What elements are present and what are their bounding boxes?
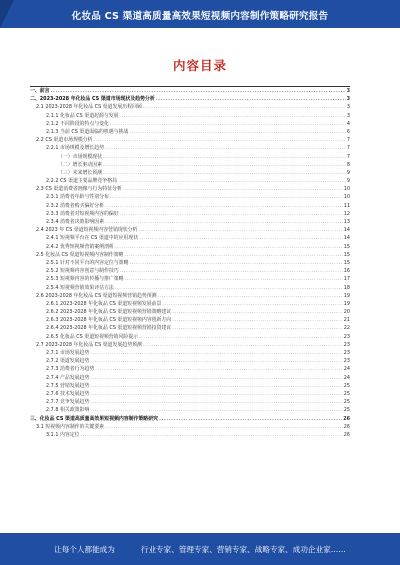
toc-entry[interactable] <box>30 103 350 111</box>
toc-entry[interactable] <box>30 218 350 226</box>
toc-entry[interactable] <box>30 112 350 120</box>
toc-entry[interactable] <box>30 259 350 267</box>
toc-leader-dots <box>159 415 342 423</box>
toc-entry-page: 16 <box>343 268 350 275</box>
toc-entry-title: 2.5.2 短视频内容创意与制作技巧 <box>46 268 119 275</box>
toc-entry-page: 26 <box>343 415 350 422</box>
footer-slogan <box>0 544 400 555</box>
toc-leader-dots <box>115 243 343 251</box>
toc-leader-dots <box>105 144 346 152</box>
toc-entry[interactable] <box>30 349 350 357</box>
toc-entry[interactable] <box>30 193 350 201</box>
toc-entry-title: 3.1.1 内容定位 <box>46 431 80 438</box>
toc-entry-page: 17 <box>343 276 350 283</box>
table-of-contents <box>30 86 350 439</box>
toc-entry[interactable] <box>30 292 350 300</box>
toc-entry[interactable] <box>30 144 350 152</box>
toc-leader-dots <box>156 95 346 103</box>
toc-entry[interactable] <box>30 136 350 144</box>
toc-entry-title: 2.5.1 针对不同平台的内容定位与策略 <box>46 259 129 266</box>
toc-leader-dots <box>129 128 346 136</box>
toc-leader-dots <box>120 267 343 275</box>
toc-entry-page: 25 <box>343 407 350 414</box>
toc-leader-dots <box>110 193 343 201</box>
toc-entry[interactable] <box>30 210 350 218</box>
toc-entry-page: 15 <box>343 259 350 266</box>
toc-entry[interactable] <box>30 374 350 382</box>
toc-entry[interactable] <box>30 431 350 439</box>
toc-entry-title: 2.6.2 2023-2028 年化妆品 CS 渠道短视频营销策略建议 <box>46 309 172 316</box>
toc-entry-title: 2.3.1 消费者年龄与性别分布 <box>46 194 109 201</box>
toc-entry[interactable] <box>30 169 350 177</box>
toc-entry-title: 2.7 2023-2028 年化妆品 CS 渠道发展趋势预测 <box>36 341 142 348</box>
toc-entry[interactable] <box>30 308 350 316</box>
toc-entry-page: 23 <box>343 341 350 348</box>
toc-entry-title: 2.1.2 不同阶段的特点与变化 <box>46 120 109 127</box>
toc-entry-page: 8 <box>346 161 350 168</box>
toc-entry-page: 11 <box>343 202 350 209</box>
toc-entry-page: 7 <box>346 145 350 152</box>
toc-entry[interactable] <box>30 398 350 406</box>
toc-leader-dots <box>110 120 346 128</box>
page-header <box>0 0 400 28</box>
toc-entry-page: 24 <box>343 366 350 373</box>
toc-entry-page: 3 <box>346 88 350 94</box>
toc-entry-title: 二、2023-2028 年化妆品 CS 渠道市场现状及趋势分析 <box>30 96 155 103</box>
toc-entry-page: 3 <box>346 104 350 111</box>
toc-entry[interactable] <box>30 226 350 234</box>
toc-leader-dots <box>139 234 343 242</box>
toc-entry-page: 25 <box>343 390 350 397</box>
toc-entry-title: （二）增长驱动因素 <box>58 161 103 168</box>
toc-leader-dots <box>162 300 342 308</box>
toc-entry-page: 13 <box>343 219 350 225</box>
toc-entry[interactable] <box>30 267 350 275</box>
toc-leader-dots <box>81 431 343 439</box>
toc-leader-dots <box>143 341 343 349</box>
toc-entry-page: 21 <box>343 317 350 324</box>
toc-entry-title: 2.1.3 当前 CS 渠道面临的机遇与挑战 <box>46 128 129 135</box>
toc-entry-page: 10 <box>343 194 350 201</box>
toc-entry[interactable] <box>30 284 350 292</box>
toc-entry-page: 10 <box>343 186 350 193</box>
toc-entry[interactable] <box>30 415 350 423</box>
toc-entry-title: 2.7.7 竞争发展趋势 <box>46 399 90 406</box>
toc-entry-title: 2.6.4 2023-2028 年化妆品 CS 渠道短视频营销投资建议 <box>46 325 172 332</box>
toc-entry-page: 19 <box>343 292 350 299</box>
toc-entry[interactable] <box>30 390 350 398</box>
toc-leader-dots <box>123 185 343 193</box>
toc-entry[interactable] <box>30 128 350 136</box>
toc-entry-page: 22 <box>343 325 350 332</box>
toc-entry-title: 2.2 CS 渠道市场规模分析 <box>36 137 93 144</box>
toc-entry-title: 2.5.3 短视频内容的传播与推广策略 <box>46 276 124 283</box>
toc-entry-title: 2.3.2 消费者购买偏好分析 <box>46 202 105 209</box>
toc-leader-dots <box>139 333 343 341</box>
toc-entry-title: 2.7.8 相关政策影响 <box>46 407 90 414</box>
toc-entry[interactable] <box>30 177 350 185</box>
toc-entry-page: 26 <box>343 431 350 438</box>
toc-leader-dots <box>90 374 342 382</box>
toc-entry[interactable] <box>30 316 350 324</box>
toc-entry[interactable] <box>30 161 350 169</box>
toc-entry-page: 12 <box>343 210 350 217</box>
toc-leader-dots <box>172 308 343 316</box>
toc-leader-dots <box>51 87 346 95</box>
toc-leader-dots <box>103 161 346 169</box>
toc-entry-title: 2.7.5 营销发展趋势 <box>46 382 90 389</box>
toc-leader-dots <box>105 423 343 431</box>
toc-entry-page: 19 <box>343 300 350 307</box>
page-footer <box>0 533 400 565</box>
toc-entry[interactable] <box>30 357 350 365</box>
toc-entry-title: 2.5.4 短视频营销效果评估方法 <box>46 284 114 291</box>
toc-entry-page: 24 <box>343 374 350 381</box>
toc-leader-dots <box>172 324 343 332</box>
toc-leader-dots <box>120 210 343 218</box>
toc-entry[interactable] <box>30 185 350 193</box>
toc-entry-title: 2.6.3 2023-2028 年化妆品 CS 渠道短视频内容创新方向 <box>46 317 172 324</box>
toc-entry-page: 25 <box>343 382 350 389</box>
toc-leader-dots <box>103 153 346 161</box>
toc-leader-dots <box>90 349 342 357</box>
toc-entry-title: 2.6.5 化妆品 CS 渠道短视频营销风险提示 <box>46 333 139 340</box>
toc-leader-dots <box>158 292 343 300</box>
toc-entry-page: 23 <box>343 333 350 340</box>
toc-entry[interactable] <box>30 300 350 308</box>
toc-entry-page: 4 <box>346 120 350 127</box>
toc-entry[interactable] <box>30 275 350 283</box>
toc-leader-dots <box>103 169 346 177</box>
toc-entry-title: 2.3 CS 渠道消费者画像与行为特征分析 <box>36 186 122 193</box>
toc-leader-dots <box>90 382 342 390</box>
toc-entry-page: 14 <box>343 227 350 234</box>
toc-entry-title: 2.7.6 技术发展趋势 <box>46 390 90 397</box>
toc-entry-title: 2.3.4 消费者决策影响因素 <box>46 219 105 225</box>
toc-entry-title: 2.4 2023 年 CS 渠道短视频内容营销现状分析 <box>36 227 138 234</box>
toc-entry-title: 3.1 短视频内容制作的关键要素 <box>36 423 105 430</box>
toc-leader-dots <box>120 112 346 120</box>
toc-entry-title: 2.7.3 消费者行为趋势 <box>46 366 95 373</box>
footer-slogan-right: 行业专家、管理专家、营销专家、战略专家、成功企业家…… <box>140 545 346 554</box>
toc-entry-page: 3 <box>346 96 350 103</box>
toc-entry-page: 25 <box>343 399 350 406</box>
toc-entry[interactable] <box>30 406 350 414</box>
toc-leader-dots <box>105 218 343 226</box>
footer-slogan-left: 让每个人都能成为 <box>54 545 115 554</box>
toc-entry[interactable] <box>30 251 350 259</box>
toc-entry-title: 2.2.2 CS 渠道主要品牌竞争格局 <box>46 178 117 185</box>
toc-entry-title: 一、前言 <box>30 88 50 94</box>
toc-entry-page: 20 <box>343 309 350 316</box>
toc-leader-dots <box>105 202 343 210</box>
toc-entry[interactable] <box>30 365 350 373</box>
toc-leader-dots <box>124 251 342 259</box>
toc-leader-dots <box>90 357 342 365</box>
toc-entry-title: 三、化妆品 CS 渠道高质量高效果短视频内容制作策略研究 <box>30 415 158 422</box>
toc-entry[interactable] <box>30 382 350 390</box>
toc-leader-dots <box>129 259 342 267</box>
toc-entry[interactable] <box>30 234 350 242</box>
toc-entry-page: 26 <box>343 423 350 430</box>
toc-entry[interactable] <box>30 86 350 95</box>
toc-entry-title: 2.1 2023-2028 年化妆品 CS 渠道发展历程回顾 <box>36 104 142 111</box>
toc-leader-dots <box>172 316 343 324</box>
toc-entry-title: 2.3.3 消费者对短视频内容的偏好 <box>46 210 119 217</box>
toc-entry[interactable] <box>30 120 350 128</box>
toc-entry-title: 2.6 2023-2028 年化妆品 CS 渠道短视频营销趋势预测 <box>36 292 157 299</box>
toc-entry-title: 2.4.2 优秀短视频营销案例剖析 <box>46 243 114 250</box>
toc-leader-dots <box>118 177 346 185</box>
toc-entry-page: 9 <box>346 169 350 176</box>
toc-entry-page: 7 <box>346 137 350 144</box>
header-title: 化妆品 CS 渠道高质量高效果短视频内容制作策略研究报告 <box>71 11 329 22</box>
toc-leader-dots <box>90 406 342 414</box>
toc-entry-page: 18 <box>343 284 350 291</box>
toc-entry[interactable] <box>30 423 350 431</box>
toc-entry-title: 2.5 化妆品 CS 渠道短视频内容制作策略 <box>36 251 124 258</box>
toc-entry[interactable] <box>30 202 350 210</box>
toc-entry-title: 2.1.1 化妆品 CS 渠道起源与发展 <box>46 112 119 119</box>
toc-entry-title: （一）市场规模现状 <box>58 153 103 160</box>
toc-entry-title: 2.7.2 渠道发展趋势 <box>46 358 90 365</box>
toc-leader-dots <box>143 103 346 111</box>
toc-entry-title: 2.7.4 产品发展趋势 <box>46 374 90 381</box>
toc-leader-dots <box>90 398 342 406</box>
toc-entry-page: 23 <box>343 350 350 356</box>
toc-entry-page: 7 <box>346 153 350 160</box>
toc-entry[interactable] <box>30 243 350 251</box>
toc-entry[interactable] <box>30 95 350 103</box>
toc-entry-title: 2.4.1 短视频平台在 CS 渠道中的应用现状 <box>46 235 139 242</box>
toc-leader-dots <box>95 365 343 373</box>
toc-entry-page: 3 <box>346 112 350 119</box>
toc-entry-title: 2.6.1 2023-2028 年化妆品 CS 渠道短视频发展前景 <box>46 300 162 307</box>
toc-entry[interactable] <box>30 341 350 349</box>
toc-entry-page: 15 <box>343 251 350 258</box>
toc-leader-dots <box>115 284 343 292</box>
toc-entry-page: 9 <box>346 178 350 185</box>
toc-entry-page: 14 <box>343 235 350 242</box>
toc-entry-title: 2.7.1 市场发展趋势 <box>46 350 90 356</box>
toc-leader-dots <box>94 136 346 144</box>
toc-entry-page: 15 <box>343 243 350 250</box>
toc-entry[interactable] <box>30 333 350 341</box>
toc-entry[interactable] <box>30 324 350 332</box>
toc-leader-dots <box>90 390 342 398</box>
toc-entry-page: 23 <box>343 358 350 365</box>
toc-entry[interactable] <box>30 153 350 161</box>
toc-leader-dots <box>138 226 342 234</box>
toc-entry-title: （三）未来增长预测 <box>58 169 103 176</box>
toc-entry-title: 2.2.1 市场规模及增长趋势 <box>46 145 105 152</box>
toc-title: 内容目录 <box>172 58 227 73</box>
toc-leader-dots <box>125 275 343 283</box>
toc-entry-page: 6 <box>346 128 350 135</box>
